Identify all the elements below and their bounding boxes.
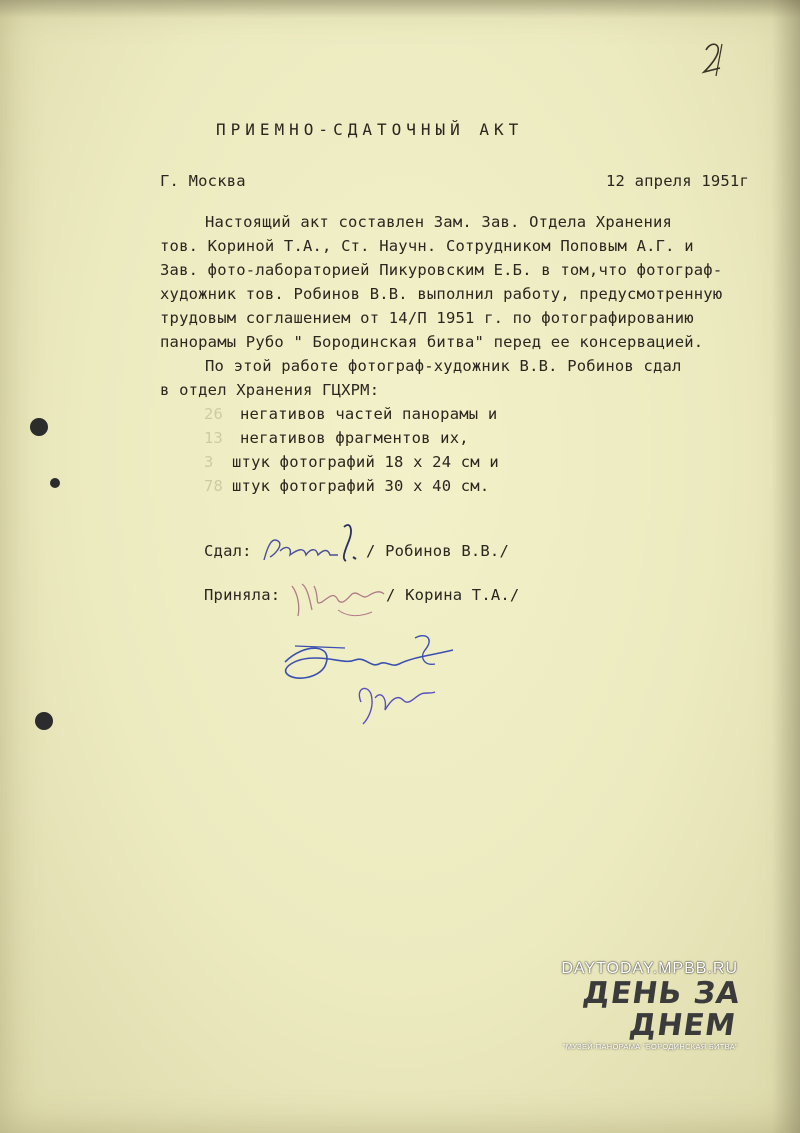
item-count: 26 [204,405,224,423]
paragraph-line: в отдел Хранения ГЦХРМ: [160,381,380,399]
handed-label: Сдал: [204,542,252,560]
paragraph-line: трудовым соглашением от 14/П 1951 г. по фотографированию [160,309,694,327]
item-text: негативов фрагментов их, [240,429,469,447]
paragraph-line: панорамы Рубо " Бородинская битва" перед ее консервацией. [160,333,704,351]
watermark [538,960,743,1051]
item-text: штук фотографий 30 х 40 см. [232,477,490,495]
item-text: штук фотографий 18 х 24 см и [232,453,499,471]
signature-korina [288,576,388,621]
handed-name: / Робинов В.В./ [366,542,509,560]
paper-edge-right [772,0,800,1133]
signature-popov [275,628,465,738]
item-count: 78 [204,477,224,495]
paragraph-line: Зав. фото-лабораторией Пикуровским Е.Б. в том,что фотограф- [160,261,723,279]
date: 12 апреля 1951г [606,172,749,190]
item-count: 13 [204,429,224,447]
watermark-subtitle: "МУЗЕЙ-ПАНОРАМА "БОРОДИНСКАЯ БИТВА" [562,1042,738,1051]
received-name: / Корина Т.А./ [386,586,520,604]
punch-hole [50,478,60,488]
city: Г. Москва [160,172,246,190]
punch-hole [30,418,48,436]
punch-hole [35,712,53,730]
paragraph-line: По этой работе фотограф-художник В.В. Робинов сдал [205,357,682,375]
paragraph-line: художник тов. Робинов В.В. выполнил работу, предусмотренную [160,285,723,303]
document-title: ПРИЕМНО-СДАТОЧНЫЙ АКТ [216,120,524,139]
watermark-title: ДЕНЬ ЗА ДНЕМ [580,976,743,1043]
item-count: 3 [204,453,214,471]
watermark-url: DAYTODAY.MPBB.RU [561,960,738,977]
paragraph-line: тов. Кориной Т.А., Ст. Научн. Сотрудником Поповым А.Г. и [160,237,694,255]
paragraph-line: Настоящий акт составлен Зам. Зав. Отдела Хранения [205,213,673,231]
paper-edge-top [0,0,800,18]
item-text: негативов частей панорамы и [240,405,498,423]
signature-robinov [258,515,368,570]
received-label: Приняла: [204,586,281,604]
